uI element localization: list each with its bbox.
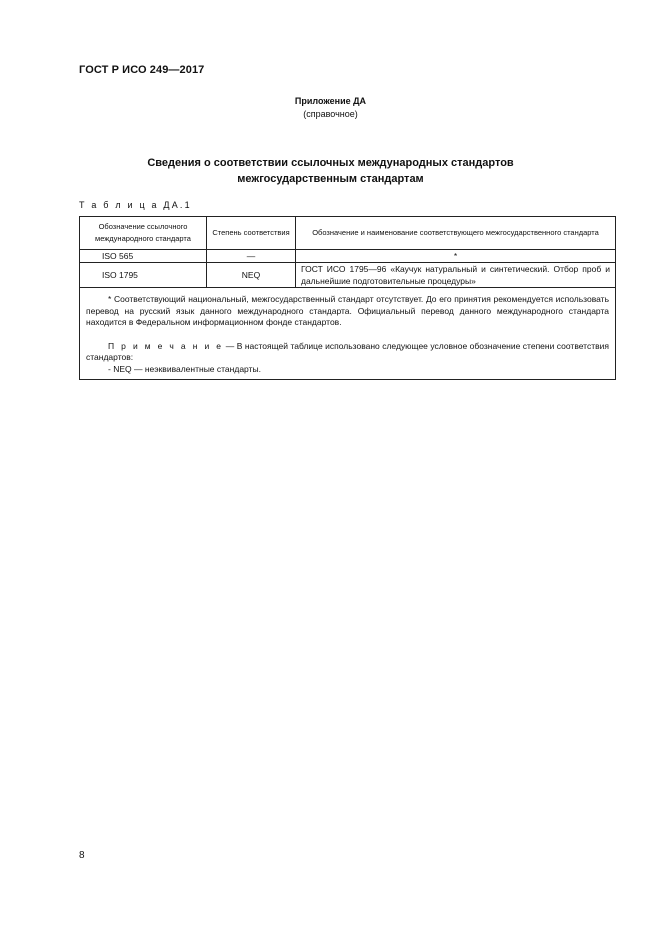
note-item: - NEQ — неэквивалентные стандарты. <box>108 363 261 374</box>
header-cell-interstate-standard: Обозначение и наименование соответствующего межгосударственного стандарта <box>296 217 616 250</box>
table-notes-cell <box>80 288 616 380</box>
page-number: 8 <box>79 850 85 861</box>
appendix-type: (справочное) <box>303 109 358 119</box>
note-text: — В настоящей таблице использовано следующее условное обозначение степени соответствия стандартов: <box>86 340 609 362</box>
section-heading <box>0 155 661 187</box>
note-label: П р и м е ч а н и е <box>108 340 224 351</box>
appendix-title: Приложение ДА <box>294 96 367 106</box>
table-cell: ГОСТ ИСО 1795—96 «Каучук натуральный и синтетический. Отбор проб и дальнейшие подготовительные процедуры» <box>296 263 616 288</box>
table-row <box>80 263 616 288</box>
table-note <box>86 341 609 364</box>
table-notes-row <box>80 288 616 380</box>
appendix-block <box>0 95 661 121</box>
table-cell: ISO 565 <box>80 250 207 263</box>
standard-code: ГОСТ Р ИСО 249—2017 <box>79 64 205 76</box>
table-footnote: * Соответствующий национальный, межгосударственный стандарт отсутствует. До его принятия рекомендуется использовать перевод на русский язык данного международного стандарта. Официальный перевод данного международного стандарта находится в Федеральном информационном фонде стандартов. <box>86 294 609 327</box>
header-cell-degree: Степень соответствия <box>207 217 296 250</box>
table-cell: NEQ <box>207 263 296 288</box>
table-caption: Т а б л и ц а ДА.1 <box>79 200 192 210</box>
correspondence-table <box>79 216 616 380</box>
table-header-row <box>80 217 616 250</box>
table-cell: * <box>296 250 616 263</box>
table-cell: — <box>207 250 296 263</box>
heading-line-2: межгосударственным стандартам <box>237 173 424 185</box>
table-row <box>80 250 616 263</box>
heading-line-1: Сведения о соответствии ссылочных международных стандартов <box>147 157 514 169</box>
table-cell: ISO 1795 <box>80 263 207 288</box>
header-cell-reference-standard: Обозначение ссылочного международного стандарта <box>80 217 207 250</box>
